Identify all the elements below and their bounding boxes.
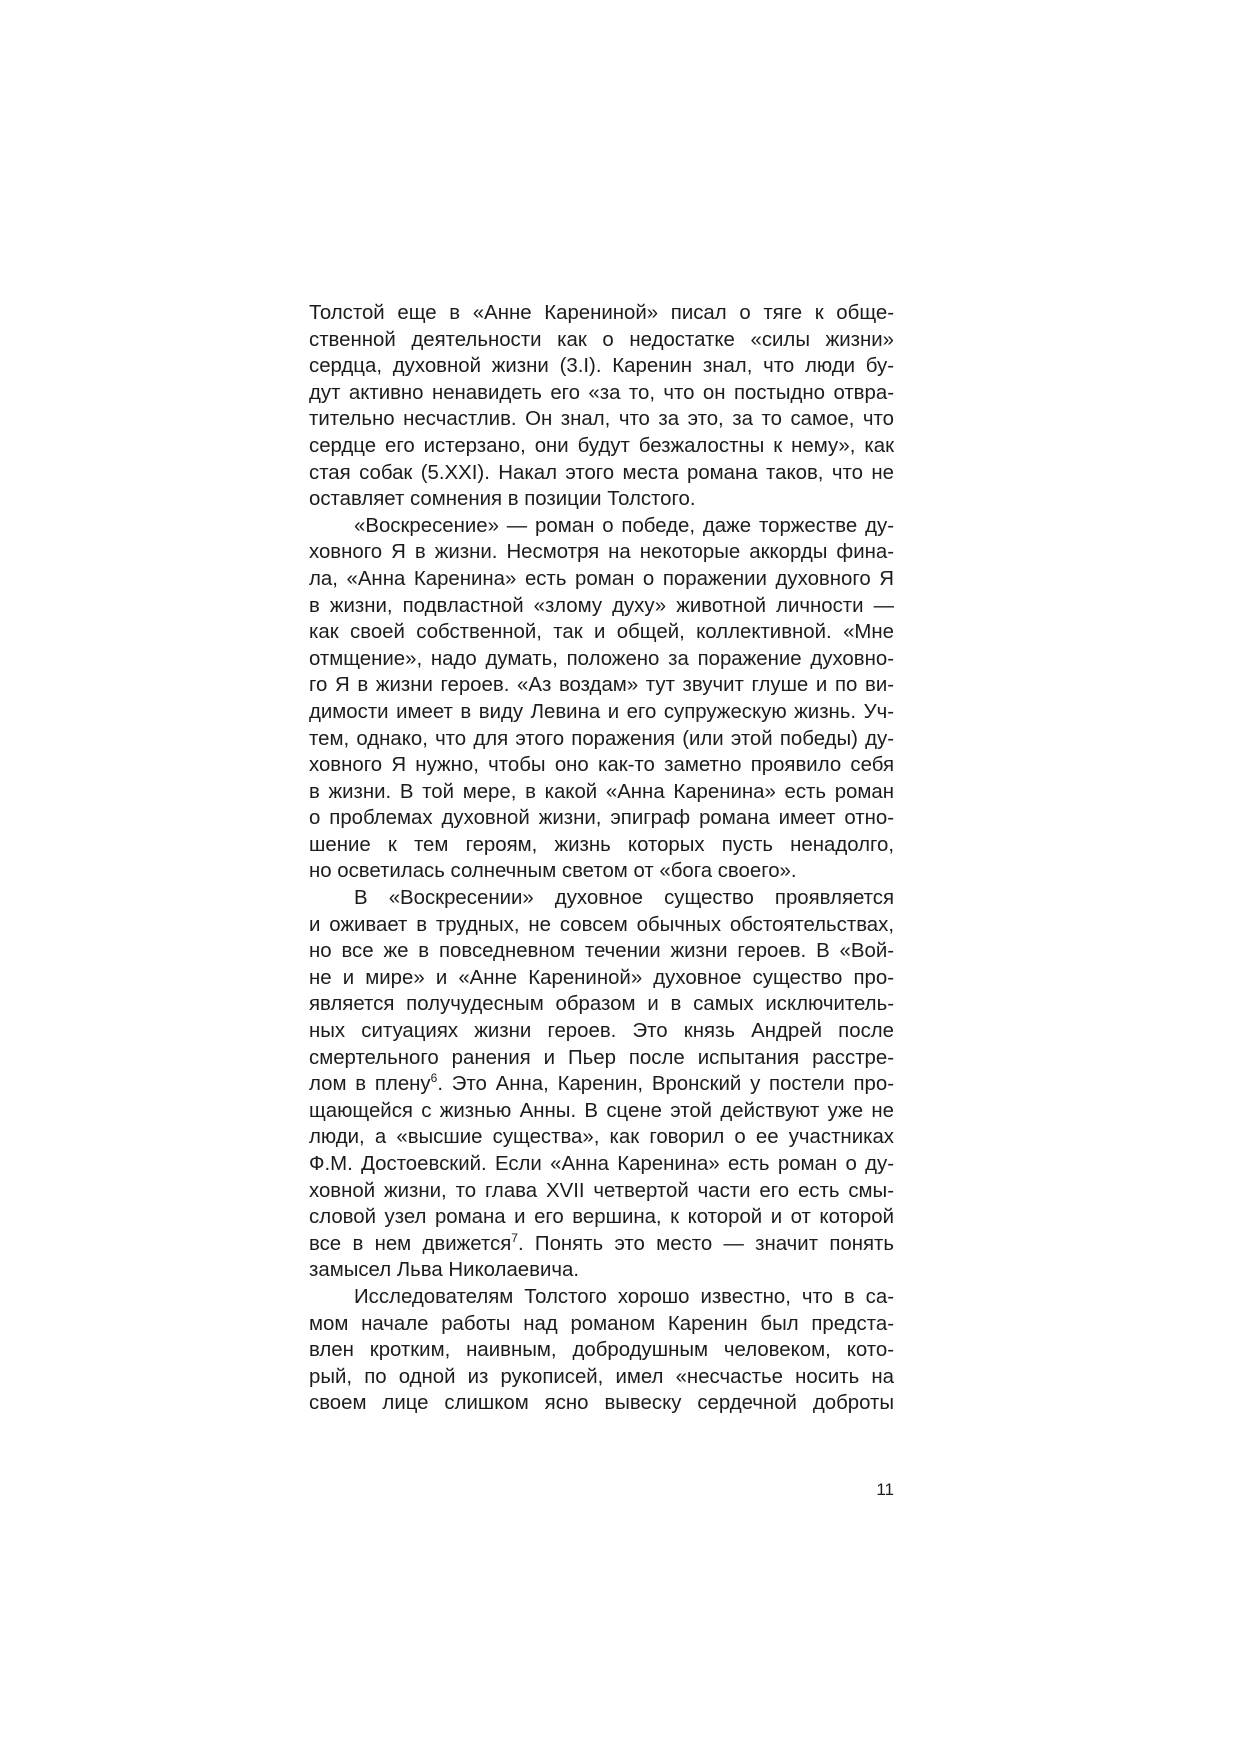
text-segment: сердца, духовной жизни (3.I). Каренин знал, что люди бу- [309, 355, 894, 378]
text-segment: как своей собственной, так и общей, коллективной. «Мне [309, 621, 894, 644]
text-segment: и оживает в трудных, не совсем обычных обстоятельствах, [309, 913, 894, 936]
text-segment: дут активно ненавидеть его «за то, что он постыдно отвра- [309, 381, 894, 404]
text-segment: является получудесным образом и в самых исключитель- [309, 993, 894, 1016]
text-segment: тем, однако, что для этого поражения (или этой победы) ду- [309, 727, 894, 750]
text-segment: но все же в повседневном течении жизни героев. В «Вой- [309, 940, 894, 963]
text-line [309, 1231, 894, 1258]
text-line [309, 991, 894, 1018]
text-segment: своем лице слишком ясно вывеску сердечной доброты [309, 1392, 894, 1415]
text-segment: все в нем движется [309, 1232, 512, 1255]
text-line [309, 619, 894, 646]
text-segment: Толстой еще в «Анне Карениной» писал о тяге к обще- [309, 302, 894, 324]
text-line [309, 858, 894, 885]
text-line [309, 1098, 894, 1125]
text-segment: в жизни. В той мере, в какой «Анна Каренина» есть роман [309, 780, 894, 803]
text-line [309, 1337, 894, 1364]
text-segment: шение к тем героям, жизнь которых пусть ненадолго, [309, 833, 894, 856]
text-line [309, 646, 894, 673]
text-segment: димости имеет в виду Левина и его супружескую жизнь. Уч- [309, 700, 894, 723]
text-segment: ховной жизни, то глава XVII четвертой части его есть смы- [309, 1179, 894, 1202]
text-segment: стая собак (5.XXI). Накал этого места романа таков, что не [309, 461, 894, 484]
text-line [309, 1071, 894, 1098]
paragraph [309, 1284, 894, 1417]
text-line [309, 965, 894, 992]
text-line [309, 779, 894, 806]
text-line [309, 832, 894, 859]
text-segment: оставляет сомнения в позиции Толстого. [309, 488, 696, 511]
text-line [309, 699, 894, 726]
text-line [309, 752, 894, 779]
text-segment: люди, а «высшие существа», как говорил о ее участниках [309, 1126, 894, 1149]
text-segment: сердце его истерзано, они будут безжалостны к нему», как [309, 434, 894, 457]
text-segment: Ф.М. Достоевский. Если «Анна Каренина» есть роман о ду- [309, 1153, 894, 1175]
text-line [309, 672, 894, 699]
text-line [309, 938, 894, 965]
text-segment: ховного Я в жизни. Несмотря на некоторые аккорды фина- [309, 541, 894, 564]
paragraph [309, 885, 894, 1284]
page-number: 11 [876, 1480, 894, 1499]
text-line [309, 539, 894, 566]
text-segment: не и мире» и «Анне Карениной» духовное существо про- [309, 966, 894, 989]
text-segment: ла, «Анна Каренина» есть роман о поражении духовного Я [309, 567, 894, 590]
text-segment: «Воскресение» — роман о победе, даже торжестве ду- [354, 514, 894, 537]
text-segment: мом начале работы над романом Каренин был предста- [309, 1312, 894, 1335]
text-line [309, 1018, 894, 1045]
text-segment: замысел Льва Николаевича. [309, 1259, 579, 1282]
text-line [309, 805, 894, 832]
text-line [309, 912, 894, 939]
text-line [309, 353, 894, 380]
text-line [309, 1390, 894, 1417]
text-line [309, 406, 894, 433]
text-segment: ных ситуациях жизни героев. Это князь Андрей после [309, 1020, 894, 1043]
text-segment: Исследователям Толстого хорошо известно, что в са- [354, 1285, 894, 1308]
text-segment: о проблемах духовной жизни, эпиграф романа имеет отно- [309, 807, 894, 830]
paragraph [309, 513, 894, 885]
text-line [309, 1257, 894, 1284]
text-segment: в жизни, подвластной «злому духу» животной личности — [309, 594, 894, 617]
text-segment: тительно несчастлив. Он знал, что за это, за то самое, что [309, 408, 894, 431]
text-segment: влен кротким, наивным, добродушным человеком, кото- [309, 1339, 894, 1362]
text-line [309, 1045, 894, 1072]
text-segment: лом в плену [309, 1073, 431, 1096]
footnote-marker: 6 [430, 1071, 438, 1086]
text-line [309, 327, 894, 354]
text-line [309, 1124, 894, 1151]
text-line [309, 433, 894, 460]
paragraph [309, 300, 894, 513]
text-line [309, 300, 894, 327]
text-segment: . Это Анна, Каренин, Вронский у постели про- [437, 1073, 894, 1096]
body-text [309, 300, 894, 1417]
text-segment: го Я в жизни героев. «Аз воздам» тут звучит глуше и по ви- [309, 674, 894, 697]
text-line [309, 885, 894, 912]
text-segment: отмщение», надо думать, положено за поражение духовно- [309, 647, 894, 670]
text-line [309, 1151, 894, 1178]
text-line [309, 460, 894, 487]
text-segment: словой узел романа и его вершина, к которой и от которой [309, 1206, 894, 1229]
text-segment: рый, по одной из рукописей, имел «несчастье носить на [309, 1365, 894, 1388]
text-segment: ственной деятельности как о недостатке «силы жизни» [309, 328, 894, 351]
text-line [309, 1364, 894, 1391]
text-line [309, 566, 894, 593]
text-line [309, 380, 894, 407]
text-segment: смертельного ранения и Пьер после испытания расстре- [309, 1046, 894, 1069]
text-line [309, 486, 894, 513]
text-segment: В «Воскресении» духовное существо проявляется [354, 887, 894, 910]
text-segment: . Понять это место — значит понять [517, 1232, 894, 1255]
footnote-marker: 7 [511, 1230, 518, 1245]
text-line [309, 593, 894, 620]
text-line [309, 513, 894, 540]
text-segment: щающейся с жизнью Анны. В сцене этой действуют уже не [309, 1099, 894, 1122]
text-segment: но осветилась солнечным светом от «бога своего». [309, 860, 797, 883]
text-line [309, 726, 894, 753]
text-line [309, 1284, 894, 1311]
text-segment: ховного Я нужно, чтобы оно как-то заметно проявило себя [309, 754, 894, 777]
text-line [309, 1311, 894, 1338]
text-line [309, 1178, 894, 1205]
text-line [309, 1204, 894, 1231]
